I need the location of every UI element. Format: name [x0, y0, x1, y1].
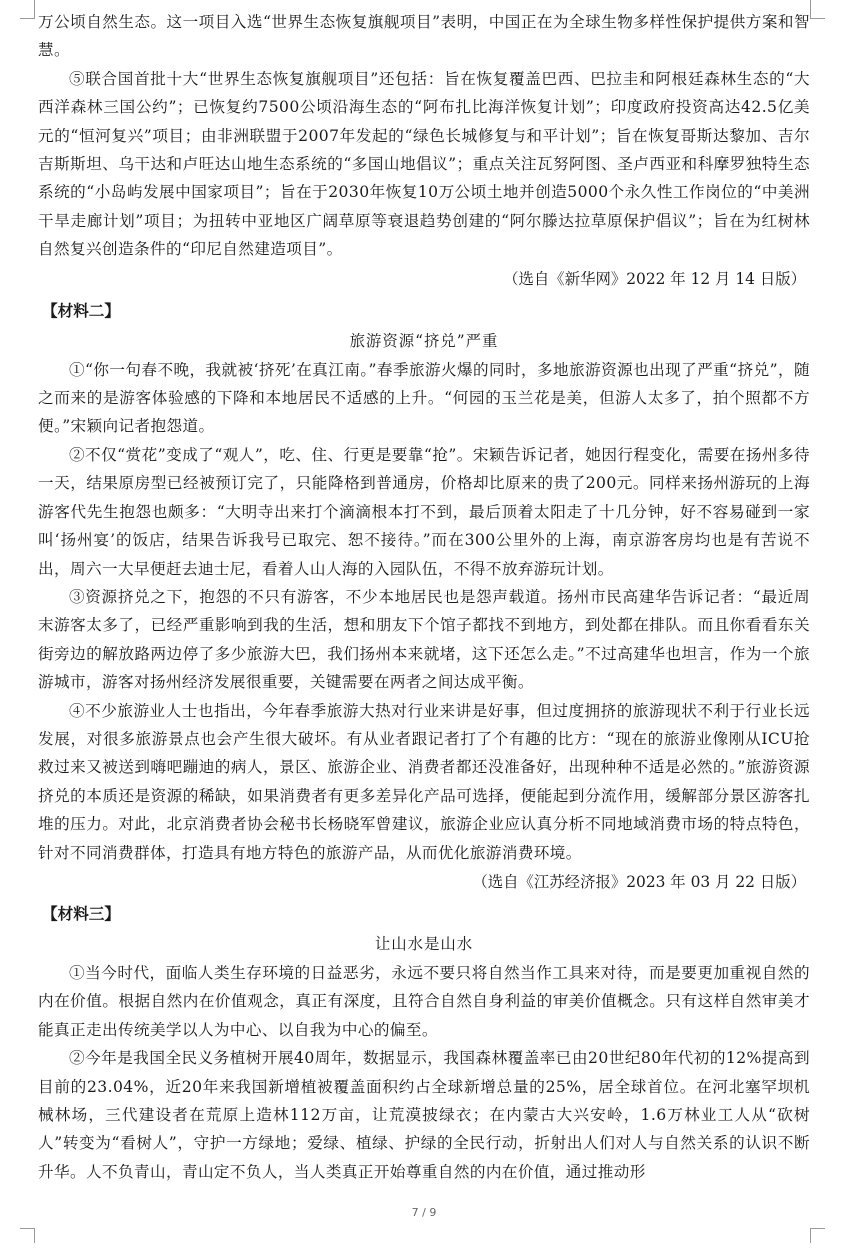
crop-mark-top-left	[20, 0, 35, 19]
paragraph-m3-2: ②今年是我国全民义务植树开展40周年，数据显示，我国森林覆盖率已由20世纪80年代初的12%提高到目前的23.04%，近20年来我国新增植被覆盖面积约占全球新增总量的25%，居全球首位。在河北塞罕坝机械林场，三代建设者在荒原上造林112万亩，让荒漠披绿衣；在内蒙古大兴安岭，1.6万林业工人从“砍树人”转变为“看树人”，守护一方绿地；爱绿、植绿、护绿的全民行动，折射出人们对人与自然关系的认识不断升华。人不负青山，青山定不负人，当人类真正开始尊重自然的内在价值，通过推动形	[38, 1049, 810, 1181]
paragraph-m2-1: ①“你一句春不晚，我就被‘挤死’在真江南。”春季旅游火爆的同时，多地旅游资源也出现了严重“挤兑”，随之而来的是游客体验感的下降和本地居民不适感的上升。“何园的玉兰花是美，但游人太多了，拍个照都不方便。”宋颖向记者抱怨道。	[38, 360, 810, 436]
paragraph-m2-2: ②不仅“赏花”变成了“观人”，吃、住、行更是要靠“抢”。宋颖告诉记者，她因行程变化，需要在扬州多待一天，结果原房型已经被预订完了，只能降格到普通房，价格却比原来的贵了200元。同样来扬州游玩的上海游客代先生抱怨也颇多：“大明寺出来打个滴滴根本打不到，最后顶着太阳走了十几分钟，好不容易碰到一家叫‘扬州宴’的饭店，结果告诉我号已取完、恕不接待。”而在300公里外的上海，南京游客房均也是有苦说不出，周六一大早便赶去迪士尼，看着人山人海的入园队伍，不得不放弃游玩计划。	[38, 445, 810, 578]
document-page	[38, 8, 810, 1186]
crop-mark-bottom-right	[810, 1228, 825, 1243]
page-number: 7 / 9	[411, 1206, 437, 1219]
material-3-title: 让山水是山水	[374, 934, 474, 953]
crop-mark-bottom-left	[20, 1228, 35, 1243]
paragraph-m2-3: ③资源挤兑之下，抱怨的不只有游客，不少本地居民也是怨声载道。扬州市民高建华告诉记者：“最近周末游客太多了，已经严重影响到我的生活，想和朋友下个馆子都找不到地方，到处都在排队。而且你看看东关街旁边的解放路两边停了多少旅游大巴，我们扬州本来就堵，这下还怎么走。”不过高建华也坦言，作为一个旅游城市，游客对扬州经济发展很重要，关键需要在两者之间达成平衡。	[38, 587, 810, 692]
material-2-title: 旅游资源“挤兑”严重	[349, 331, 499, 350]
source-citation-1: （选自《新华网》2022 年 12 月 14 日版）	[503, 269, 806, 288]
paragraph-continued: 万公顷自然生态。这一项目入选“世界生态恢复旗舰项目”表明，中国正在为全球生物多样性保护提供方案和智慧。	[38, 13, 810, 60]
paragraph-m3-1: ①当今时代，面临人类生存环境的日益恶劣，永远不要只将自然当作工具来对待，而是要更加重视自然的内在价值。根据自然内在价值观念，真正有深度，且符合自然自身利益的审美价值概念。只有这样自然审美才能真正走出传统美学以人为中心、以自我为中心的偏至。	[38, 963, 810, 1039]
paragraph-m2-4: ④不少旅游业人士也指出，今年春季旅游大热对行业来讲是好事，但过度拥挤的旅游现状不利于行业长远发展，对很多旅游景点也会产生很大破坏。有从业者跟记者打了个有趣的比方：“现在的旅游业像刚从ICU抢救过来又被送到嗨吧蹦迪的病人，景区、旅游企业、消费者都还没准备好，出现种种不适是必然的。”旅游资源挤兑的本质还是资源的稀缺，如果消费者有更多差异化产品可选择，便能起到分流作用，缓解部分景区游客扎堆的压力。对此，北京消费者协会秘书长杨晓军曾建议，旅游企业应认真分析不同地域消费市场的特点特色，针对不同消费群体，打造具有地方特色的旅游产品，从而优化旅游消费环境。	[38, 701, 810, 862]
source-citation-2: （选自《江苏经济报》2023 年 03 月 22 日版）	[472, 872, 806, 891]
material-2-heading: 【材料二】	[42, 300, 120, 320]
material-3-heading: 【材料三】	[42, 903, 120, 923]
paragraph-5: ⑤联合国首批十大“世界生态恢复旗舰项目”还包括：旨在恢复覆盖巴西、巴拉圭和阿根廷森林生态的“大西洋森林三国公约”；已恢复约7500公顷沿海生态的“阿布扎比海洋恢复计划”；印度政府投资高达42.5亿美元的“恒河复兴”项目；由非洲联盟于2007年发起的“绿色长城修复与和平计划”；旨在恢复哥斯达黎加、吉尔吉斯斯坦、乌干达和卢旺达山地生态系统的“多国山地倡议”；重点关注瓦努阿图、圣卢西亚和科摩罗独特生态系统的“小岛屿发展中国家项目”；旨在于2030年恢复10万公顷土地并创造5000个永久性工作岗位的“中美洲干旱走廊计划”项目；为扭转中亚地区广阔草原等衰退趋势创建的“阿尔滕达拉草原保护倡议”；旨在为红树林自然复兴创造条件的“印尼自然建造项目”。	[38, 69, 810, 259]
crop-mark-top-right	[810, 0, 825, 19]
